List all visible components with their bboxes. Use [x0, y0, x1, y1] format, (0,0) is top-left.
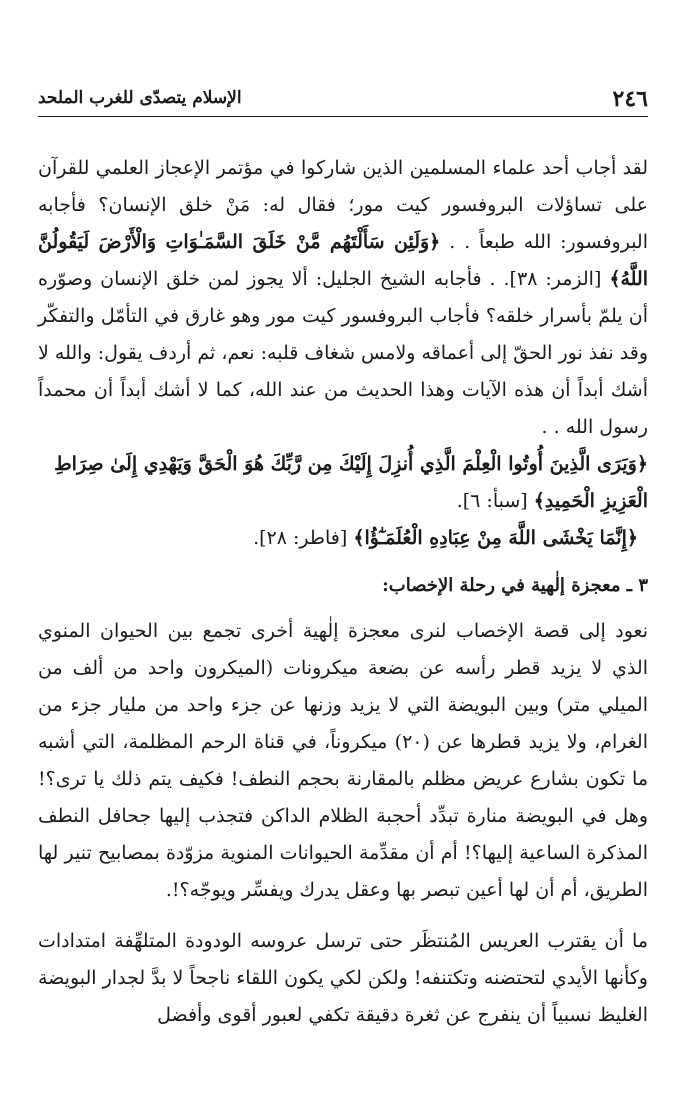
page-body	[38, 150, 648, 1034]
verse-text: ﴿إِنَّمَا يَخْشَى اللَّهَ مِنْ عِبَادِهِ الْعُلَمَـٰٓؤُا﴾	[353, 527, 638, 549]
section-heading: ٣ ـ معجزة إلٰهية في رحلة الإخصاب:	[382, 575, 648, 596]
paragraph-keith-moore	[38, 150, 648, 446]
header-rule	[38, 116, 648, 117]
quran-verse-fatir	[38, 520, 648, 557]
paragraph-text: لقد أجاب أحد علماء المسلمين الذين شاركوا في مؤتمر الإعجاز العلمي للقرآن على تساؤلات البروفسور كيت مور؛ فقال له: مَنْ خلق الإنسان؟ فأجابه البروفسور: الله طبعاً . .	[38, 157, 648, 253]
page-header	[38, 86, 648, 116]
paragraph-fertilization: نعود إلى قصة الإخصاب لنرى معجزة إلٰهية أخرى تجمع بين الحيوان المنوي الذي لا يزيد قطر رأسه عن بضعة ميكرونات (الميكرون واحد من ألف من الميلي متر) وبين البويضة التي لا يزيد وزنها عن جزء واحد من مليار جزء من الغرام، ولا يزيد قطرها عن (٢٠) ميكروناً، في قناة الرحم المظلمة، التي أشبه ما تكون بشارع عريض مظلم بالمقارنة بحجم النطف! فكيف يتم ذلك يا ترى؟! وهل في البويضة منارة تبدِّد أحجبة الظلام الداكن فتجذب إليها جحافل النطف المذكرة الساعية إليها؟! أم أن مقدِّمة الحيوانات المنوية مزوّدة بمصابيح تنير لها الطريق، أم أن لها أعين تبصر بها وعقل يدرك ويفسِّر ويوجّه؟!.	[38, 620, 648, 901]
paragraph-text-continued: [الزمر: ٣٨]. . فأجابه الشيخ الجليل: ألا يجوز لمن خلق الإنسان وصوّره أن يلمّ بأسرار خلقه؟ فأجاب البروفسور كيت مور وهو غارق في التأمّل والتفكّر وقد نفذ نور الحقّ إلى أعماقه ولامس شغاف قلبه: نعم، ثم أردف يقول: والله لا أشك أبداً أن هذه الآيات وهذا الحديث من عند الله، كما لا أشك أبداً أن محمداً رسول الله . .	[38, 268, 648, 438]
paragraph-bride-groom: ما أن يقترب العريس المُنتظَر حتى ترسل عروسه الودودة المتلهِّفة امتدادات وكأنها الأيدي لتحتضنه وتكتنفه! ولكن لكي يكون اللقاء ناجحاً لا بدَّ لجدار البويضة الغليظ نسبياً أن ينفرج عن ثغرة دقيقة تكفي لعبور أقوى وأفضل	[38, 930, 648, 1026]
verse-reference: [فاطر: ٢٨].	[253, 527, 348, 549]
quran-verse-saba	[38, 446, 648, 520]
verse-reference: [سبأ: ٦].	[456, 490, 528, 512]
verse-text: ﴿وَيَرَى الَّذِينَ أُوتُوا الْعِلْمَ الَّذِي أُنزِلَ إِلَيْكَ مِن رَّبِّكَ هُوَ الْحَقَّ وَيَهْدِي إِلَىٰ صِرَاطِ الْعَزِيزِ الْحَمِيدِ﴾	[54, 453, 648, 512]
page-number: ٢٤٦	[612, 86, 648, 112]
quran-verse-zumar: ﴿وَلَئِن سَأَلْتَهُم مَّنْ خَلَقَ السَّمَـٰوَاتِ وَالْأَرْضَ لَيَقُولُنَّ اللَّهُ﴾	[38, 231, 648, 290]
running-title: الإسلام يتصدّى للغرب الملحد	[38, 88, 242, 108]
